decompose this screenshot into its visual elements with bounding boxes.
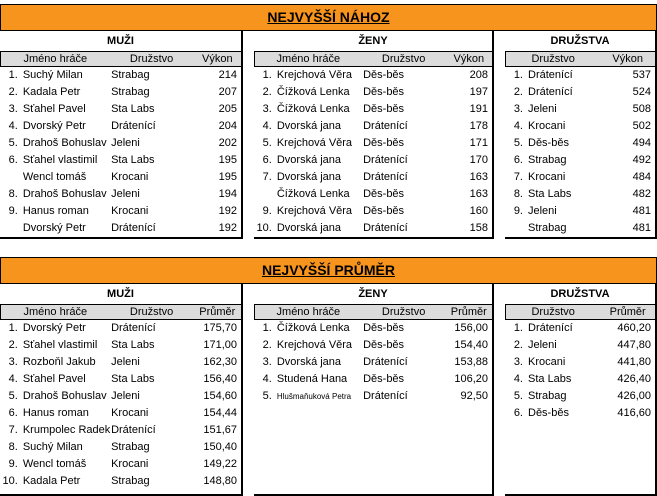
rank-cell: 8. <box>8 188 18 200</box>
team-cell: Jeleni <box>528 339 557 351</box>
value-cell: 208 <box>469 69 488 81</box>
team-cell: Drátenící <box>111 322 156 334</box>
value-cell: 460,20 <box>617 322 651 334</box>
value-cell: 154,44 <box>203 407 237 419</box>
team-cell: Sta Labs <box>111 373 155 385</box>
rank-cell: 9. <box>513 205 523 217</box>
player-name-cell: Sťahel vlastimil <box>22 339 98 351</box>
table-row <box>505 186 655 203</box>
table-row <box>0 169 241 186</box>
team-cell: Děs-běs <box>363 205 405 217</box>
table-row <box>0 84 241 101</box>
table-row <box>254 135 492 152</box>
player-name-cell: Rozboňl Jakub <box>22 356 96 368</box>
value-cell: 170 <box>469 154 488 166</box>
table-row <box>505 388 655 405</box>
rank-cell: 8. <box>8 441 18 453</box>
rank-cell: 4. <box>262 120 272 132</box>
team-cell: Krocani <box>528 171 566 183</box>
rank-cell: 7. <box>262 171 272 183</box>
table-row <box>0 371 241 388</box>
player-name-cell: Hanus roman <box>22 205 89 217</box>
team-cell: Děs-běs <box>363 137 405 149</box>
team-cell: Jeleni <box>528 205 557 217</box>
value-cell: 175,70 <box>203 322 237 334</box>
value-cell: 202 <box>218 137 237 149</box>
panel-title: DRUŽSTVA <box>505 31 655 51</box>
table-row <box>254 371 492 388</box>
team-cell: Sta Labs <box>111 154 155 166</box>
panel-title: ŽENY <box>254 31 492 51</box>
table-row <box>254 67 492 84</box>
column-header: Výkon <box>202 53 233 65</box>
table-row <box>254 169 492 186</box>
panel-women-top-average <box>254 284 494 496</box>
value-cell: 508 <box>632 103 651 115</box>
column-header: Družstvo <box>531 306 575 318</box>
player-name-cell: Čížková Lenka <box>276 103 350 115</box>
table-row <box>0 337 241 354</box>
value-cell: 163 <box>469 188 488 200</box>
rank-cell: 6. <box>8 154 18 166</box>
rank-cell: 5. <box>8 390 18 402</box>
player-name-cell: Dvorská jana <box>276 154 342 166</box>
rank-cell: 4. <box>262 373 272 385</box>
table-row <box>0 220 241 237</box>
column-header: Výkon <box>612 53 643 65</box>
table-row <box>0 473 241 490</box>
team-cell: Jeleni <box>528 103 557 115</box>
column-header: Jméno hráče <box>276 53 341 65</box>
table-row <box>254 118 492 135</box>
table-header-row <box>505 51 655 67</box>
player-name-cell: Sťahel Pavel <box>22 373 86 385</box>
table-row <box>505 203 655 220</box>
panel-women-top-throw <box>254 31 494 239</box>
player-name-cell: Kadala Petr <box>22 475 81 487</box>
table-row <box>505 320 655 337</box>
table-row <box>254 320 492 337</box>
table-row <box>505 118 655 135</box>
team-cell: Drátenící <box>363 222 408 234</box>
value-cell: 494 <box>632 137 651 149</box>
banner-nejvyssi-nahoz: NEJVYŠŠÍ NÁHOZ <box>0 4 657 31</box>
rank-cell: 1. <box>8 69 18 81</box>
team-cell: Sta Labs <box>528 373 572 385</box>
team-cell: Drátenící <box>528 86 573 98</box>
table-row <box>254 388 492 405</box>
table-body <box>505 320 655 422</box>
rank-cell: 1. <box>262 322 272 334</box>
table-row <box>0 354 241 371</box>
team-cell: Jeleni <box>111 390 140 402</box>
player-name-cell: Drahoš Bohuslav <box>22 390 107 402</box>
column-header: Družstvo <box>129 306 174 318</box>
team-cell: Krocani <box>528 120 566 132</box>
team-cell: Strabag <box>111 69 150 81</box>
team-cell: Jeleni <box>111 188 140 200</box>
player-name-cell: Krejchová Věra <box>276 339 353 351</box>
value-cell: 481 <box>632 205 651 217</box>
team-cell: Sta Labs <box>111 103 155 115</box>
team-cell: Děs-běs <box>528 137 569 149</box>
value-cell: 205 <box>218 103 237 115</box>
column-header: Průměr <box>609 306 646 318</box>
column-header: Družstvo <box>129 53 174 65</box>
rank-cell: 1. <box>262 69 272 81</box>
rank-cell <box>0 220 20 237</box>
table-row <box>505 67 655 84</box>
player-name-cell: Krejchová Věra <box>276 137 353 149</box>
rank-cell: 10. <box>2 475 18 487</box>
table-row <box>254 354 492 371</box>
team-cell: Krocani <box>111 171 149 183</box>
value-cell: 163 <box>469 171 488 183</box>
column-header: Družstvo <box>531 53 575 65</box>
value-cell: 153,88 <box>454 356 488 368</box>
team-cell: Děs-běs <box>363 188 405 200</box>
rank-cell: 6. <box>8 407 18 419</box>
rank-cell: 2. <box>262 339 272 351</box>
panel-teams-top-throw <box>505 31 657 239</box>
rank-cell: 2. <box>8 339 18 351</box>
team-cell: Drátenící <box>363 356 408 368</box>
value-cell: 178 <box>469 120 488 132</box>
team-cell: Drátenící <box>363 120 408 132</box>
table-body <box>0 67 241 237</box>
value-cell: 484 <box>632 171 651 183</box>
player-name-cell: Hlušmaňuková Petra <box>276 392 352 401</box>
value-cell: 148,80 <box>203 475 237 487</box>
value-cell: 156,00 <box>454 322 488 334</box>
team-cell: Děs-běs <box>528 407 569 419</box>
value-cell: 426,40 <box>617 373 651 385</box>
value-cell: 171,00 <box>203 339 237 351</box>
value-cell: 492 <box>632 154 651 166</box>
player-name-cell: Dvorský Petr <box>22 322 86 334</box>
rank-cell: 5. <box>513 390 523 402</box>
rank-cell: 4. <box>8 120 18 132</box>
column-header: Jméno hráče <box>23 53 88 65</box>
rank-cell: 6. <box>513 154 523 166</box>
team-cell: Drátenící <box>111 424 156 436</box>
table-body <box>254 320 492 405</box>
value-cell: 482 <box>632 188 651 200</box>
rank-cell: 7. <box>513 171 523 183</box>
table-row <box>505 405 655 422</box>
player-name-cell: Čížková Lenka <box>276 188 350 200</box>
value-cell: 162,30 <box>203 356 237 368</box>
team-cell: Sta Labs <box>111 339 155 351</box>
table-row <box>505 101 655 118</box>
column-header: Družstvo <box>381 53 426 65</box>
team-cell: Krocani <box>111 407 149 419</box>
team-cell: Děs-běs <box>363 103 405 115</box>
value-cell: 154,60 <box>203 390 237 402</box>
table-row <box>0 152 241 169</box>
column-header: Jméno hráče <box>276 306 341 318</box>
value-cell: 197 <box>469 86 488 98</box>
rank-cell: 9. <box>8 205 18 217</box>
player-name-cell: Dvorská jana <box>276 171 342 183</box>
team-cell: Děs-běs <box>363 69 405 81</box>
team-cell: Krocani <box>528 356 566 368</box>
player-name-cell: Studená Hana <box>276 373 348 385</box>
value-cell: 151,67 <box>203 424 237 436</box>
rank-cell: 6. <box>262 154 272 166</box>
table-row <box>505 337 655 354</box>
value-cell: 537 <box>632 69 651 81</box>
player-name-cell: Sťahel vlastimil <box>22 154 98 166</box>
value-cell: 192 <box>218 205 237 217</box>
value-cell: 214 <box>218 69 237 81</box>
rank-cell: 5. <box>8 137 18 149</box>
rank-cell: 2. <box>8 86 18 98</box>
value-cell: 447,80 <box>617 339 651 351</box>
player-name-cell: Suchý Milan <box>22 441 83 453</box>
table-header-row <box>254 304 492 320</box>
value-cell: 192 <box>218 222 237 234</box>
value-cell: 106,20 <box>454 373 488 385</box>
value-cell: 150,40 <box>203 441 237 453</box>
team-cell: Drátenící <box>111 120 156 132</box>
player-name-cell: Dvorský Petr <box>22 222 86 234</box>
team-cell: Strabag <box>111 475 150 487</box>
table-row <box>505 354 655 371</box>
rank-cell <box>0 169 20 186</box>
team-cell: Drátenící <box>528 322 573 334</box>
value-cell: 481 <box>632 222 651 234</box>
value-cell: 160 <box>469 205 488 217</box>
value-cell: 524 <box>632 86 651 98</box>
value-cell: 195 <box>218 171 237 183</box>
table-row <box>505 152 655 169</box>
table-row <box>254 101 492 118</box>
player-name-cell: Dvorská jana <box>276 222 342 234</box>
player-name-cell: Drahoš Bohuslav <box>22 188 107 200</box>
table-row <box>505 371 655 388</box>
team-cell: Krocani <box>111 458 149 470</box>
table-row <box>505 220 655 237</box>
rank-cell: 2. <box>513 339 523 351</box>
panel-men-top-throw <box>0 31 243 239</box>
player-name-cell: Dvorská jana <box>276 356 342 368</box>
table-row <box>254 152 492 169</box>
table-row <box>254 203 492 220</box>
rank-cell: 7. <box>8 424 18 436</box>
table-body <box>0 320 241 490</box>
rank-cell: 3. <box>8 356 18 368</box>
table-row <box>254 84 492 101</box>
player-name-cell: Kadala Petr <box>22 86 81 98</box>
player-name-cell: Hanus roman <box>22 407 89 419</box>
table-body <box>505 67 655 237</box>
rank-cell: 6. <box>513 407 523 419</box>
rank-cell: 3. <box>513 356 523 368</box>
team-cell: Drátenící <box>363 154 408 166</box>
player-name-cell: Krejchová Věra <box>276 69 353 81</box>
rank-cell: 5. <box>262 137 272 149</box>
rank-cell: 8. <box>513 188 523 200</box>
team-cell: Jeleni <box>111 356 140 368</box>
player-name-cell: Suchý Milan <box>22 69 83 81</box>
table-header-row <box>254 51 492 67</box>
value-cell: 92,50 <box>460 390 488 402</box>
rank-cell: 2. <box>262 86 272 98</box>
team-cell: Strabag <box>528 222 567 234</box>
team-cell: Děs-běs <box>363 86 405 98</box>
panel-teams-top-average <box>505 284 657 496</box>
rank-cell: 9. <box>262 205 272 217</box>
panel-title: DRUŽSTVA <box>505 284 655 304</box>
table-row <box>0 135 241 152</box>
table-row <box>254 220 492 237</box>
table-row <box>0 388 241 405</box>
team-cell: Drátenící <box>363 390 408 402</box>
rank-cell <box>505 220 525 237</box>
player-name-cell: Dvorský Petr <box>22 120 86 132</box>
rank-cell: 4. <box>513 120 523 132</box>
value-cell: 154,40 <box>454 339 488 351</box>
banner-nejvyssi-prumer: NEJVYŠŠÍ PRŮMĚR <box>0 257 657 284</box>
player-name-cell: Drahoš Bohuslav <box>22 137 107 149</box>
rank-cell: 2. <box>513 86 523 98</box>
table-row <box>0 405 241 422</box>
table-row <box>505 84 655 101</box>
rank-cell: 10. <box>256 222 272 234</box>
table-row <box>0 320 241 337</box>
player-name-cell: Wencl tomáš <box>22 458 87 470</box>
team-cell: Drátenící <box>111 222 156 234</box>
table-body <box>254 67 492 237</box>
player-name-cell: Wencl tomáš <box>22 171 87 183</box>
value-cell: 441,80 <box>617 356 651 368</box>
panel-title: MUŽI <box>0 284 241 304</box>
rank-cell <box>254 186 274 203</box>
rank-cell: 5. <box>262 390 272 402</box>
table-row <box>0 67 241 84</box>
team-cell: Jeleni <box>111 137 140 149</box>
value-cell: 207 <box>218 86 237 98</box>
team-cell: Drátenící <box>363 171 408 183</box>
value-cell: 156,40 <box>203 373 237 385</box>
value-cell: 426,00 <box>617 390 651 402</box>
table-row <box>0 101 241 118</box>
table-row <box>0 203 241 220</box>
team-cell: Děs-běs <box>363 339 405 351</box>
rank-cell: 1. <box>513 322 523 334</box>
table-row <box>505 169 655 186</box>
rank-cell: 1. <box>513 69 523 81</box>
rank-cell: 3. <box>8 103 18 115</box>
team-cell: Strabag <box>528 154 567 166</box>
player-name-cell: Krumpolec Radek <box>22 424 111 436</box>
team-cell: Děs-běs <box>363 373 405 385</box>
column-header: Průměr <box>199 306 236 318</box>
column-header: Výkon <box>453 53 485 65</box>
value-cell: 158 <box>469 222 488 234</box>
player-name-cell: Sťahel Pavel <box>22 103 86 115</box>
table-row <box>0 422 241 439</box>
rank-cell: 9. <box>8 458 18 470</box>
panel-men-top-average <box>0 284 243 496</box>
table-row <box>254 186 492 203</box>
team-cell: Děs-běs <box>363 322 405 334</box>
value-cell: 195 <box>218 154 237 166</box>
rank-cell: 1. <box>8 322 18 334</box>
value-cell: 416,60 <box>617 407 651 419</box>
panel-title: ŽENY <box>254 284 492 304</box>
column-header: Družstvo <box>381 306 426 318</box>
rank-cell: 3. <box>513 103 523 115</box>
team-cell: Krocani <box>111 205 149 217</box>
team-cell: Strabag <box>111 441 150 453</box>
value-cell: 191 <box>469 103 488 115</box>
value-cell: 171 <box>469 137 488 149</box>
table-row <box>0 186 241 203</box>
rank-cell: 3. <box>262 103 272 115</box>
player-name-cell: Dvorská jana <box>276 120 342 132</box>
table-header-row <box>0 304 241 320</box>
table-header-row <box>0 51 241 67</box>
player-name-cell: Čížková Lenka <box>276 322 350 334</box>
table-header-row <box>505 304 655 320</box>
value-cell: 204 <box>218 120 237 132</box>
value-cell: 194 <box>218 188 237 200</box>
rank-cell: 3. <box>262 356 272 368</box>
table-row <box>0 118 241 135</box>
player-name-cell: Krejchová Věra <box>276 205 353 217</box>
team-cell: Sta Labs <box>528 188 572 200</box>
table-row <box>254 337 492 354</box>
team-cell: Strabag <box>111 86 150 98</box>
rank-cell: 4. <box>8 373 18 385</box>
player-name-cell: Čížková Lenka <box>276 86 350 98</box>
rank-cell: 5. <box>513 137 523 149</box>
column-header: Průměr <box>450 306 487 318</box>
table-row <box>0 456 241 473</box>
value-cell: 502 <box>632 120 651 132</box>
team-cell: Strabag <box>528 390 567 402</box>
table-row <box>505 135 655 152</box>
column-header: Jméno hráče <box>23 306 88 318</box>
rank-cell: 4. <box>513 373 523 385</box>
team-cell: Drátenící <box>528 69 573 81</box>
panel-title: MUŽI <box>0 31 241 51</box>
table-row <box>0 439 241 456</box>
value-cell: 149,22 <box>203 458 237 470</box>
